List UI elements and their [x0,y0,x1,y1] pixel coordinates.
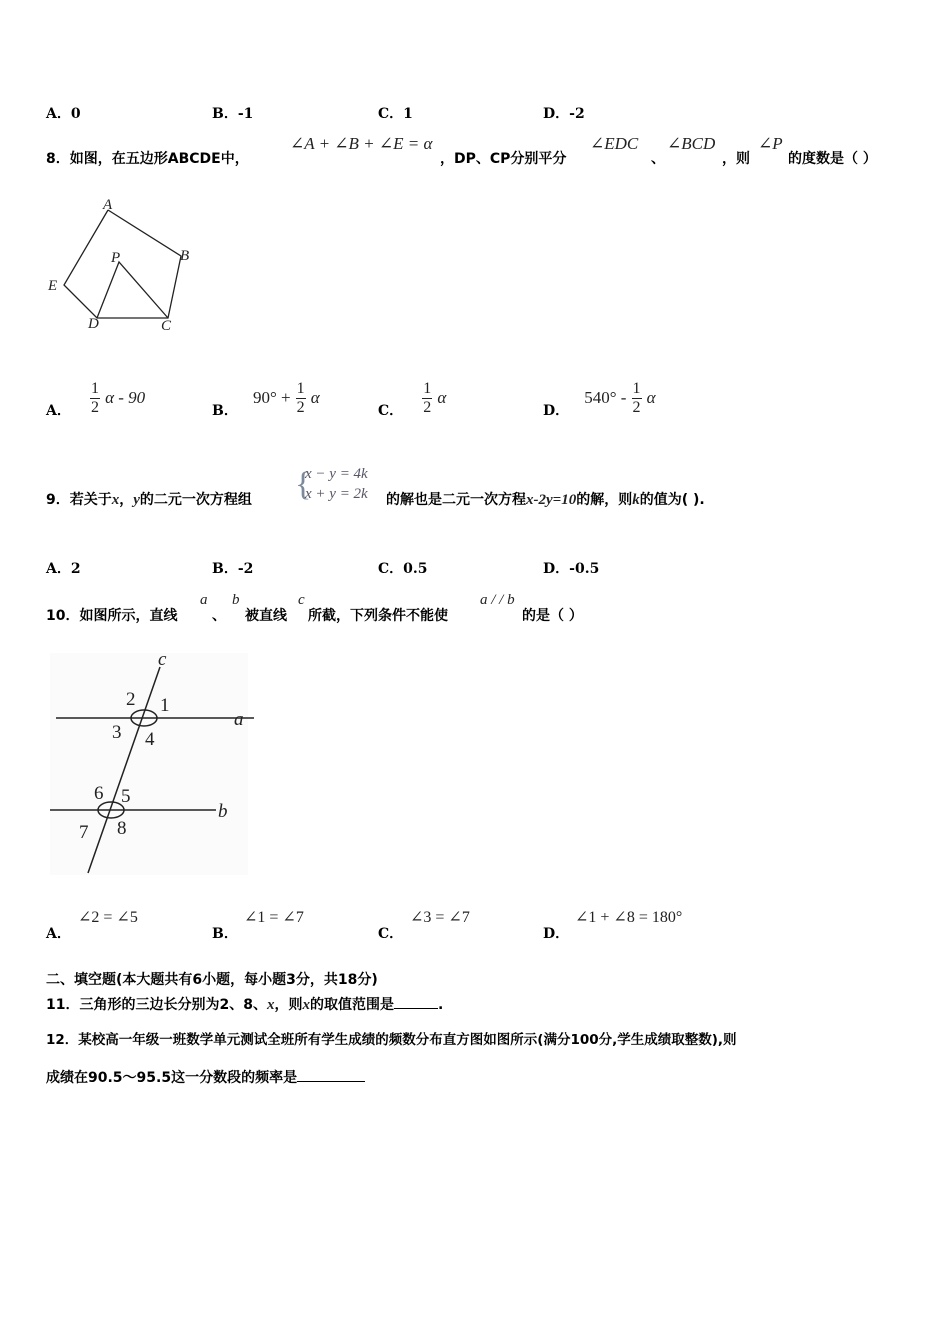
q9-equation-system: { x − y = 4k x + y = 2k [295,466,368,503]
q7-option-b: B．-1 [212,106,254,122]
q7-option-c: C．1 [378,106,413,122]
q8-stem-part4: 的度数是（ ） [788,151,877,167]
q10-option-c-label: C． [378,926,404,942]
q8-option-d: D． 540° - $\frac{1}{2}$ α [543,380,656,419]
angle-label-3: 3 [112,722,122,743]
q7-option-a: A．0 [46,106,81,122]
angle-label-4: 4 [145,729,155,750]
q8-angle-p: ∠P [758,134,783,153]
q7-option-d: D．-2 [543,106,585,122]
angle-label-5: 5 [121,786,131,807]
section-heading: 二、填空题(本大题共有6小题，每小题3分，共18分) [46,972,378,988]
q8-separator: 、 [651,151,665,167]
label-b: b [218,801,228,822]
q10-parallel-lines-figure [44,645,254,877]
q10-stem-part1: 10．如图所示，直线 [46,608,178,624]
q10-parallel-condition: a / / b [480,592,515,608]
q12-answer-blank[interactable] [297,1081,365,1082]
q10-option-c-value: ∠3 = ∠7 [410,909,470,926]
q9-equation-2: x + y = 2k [305,486,368,502]
angle-label-6: 6 [94,783,104,804]
q10-line-a: a [200,592,208,608]
q9-option-a: A．2 [46,561,81,577]
q9-equation-1: x − y = 4k [305,466,368,482]
q11-answer-blank[interactable] [394,1008,438,1009]
label-c: C [161,318,172,334]
q10-option-a-label: A． [46,926,71,942]
q11-stem: 11．三角形的三边长分别为2、8、x，则x的取值范围是 . [46,997,444,1013]
q8-option-c: C． $\frac{1}{2}$ α [378,380,447,419]
q8-stem-part1: 8．如图，在五边形ABCDE中， [46,151,249,167]
q10-option-a-value: ∠2 = ∠5 [78,909,138,926]
label-e: E [48,278,58,294]
q9-option-c: C．0.5 [378,561,428,577]
q10-separator: 、 [212,608,226,624]
q12-stem-line1: 12．某校高一年级一班数学单元测试全班所有学生成绩的频数分布直方图如图所示(满分100分,学生成绩取整数),则 [46,1032,737,1048]
label-p: P [111,250,121,266]
label-a: a [234,709,244,730]
q8-option-a: A． $\frac{1}{2}$ α - 90 [46,380,146,419]
q10-option-d-value: ∠1 + ∠8 = 180° [575,909,683,926]
q9-option-b: B．-2 [212,561,254,577]
label-d: D [88,316,99,332]
q10-option-b-label: B． [212,926,238,942]
q8-condition: ∠A + ∠B + ∠E = α [290,134,433,153]
q9-option-d: D．-0.5 [543,561,600,577]
q12-stem-line2: 成绩在90.5～95.5这一分数段的频率是 [46,1067,365,1087]
q8-stem-part3: ，则 [722,151,750,167]
q9-stem-part1: 9．若关于x，y的二元一次方程组 [46,492,252,508]
angle-label-2: 2 [126,689,136,710]
label-a: A [103,197,113,213]
label-c: c [158,649,167,670]
q8-pentagon-figure [40,192,210,337]
q10-option-b-value: ∠1 = ∠7 [244,909,304,926]
q8-option-b: B． 90° + $\frac{1}{2}$ α [212,380,320,419]
label-b: B [180,248,190,264]
angle-label-7: 7 [79,822,89,843]
q8-angle-bcd: ∠BCD [667,134,716,153]
q10-option-d-label: D． [543,926,570,942]
q9-stem-part2: 的解也是二元一次方程x-2y=10的解，则k的值为( ). [386,492,705,508]
q10-stem-part2: 被直线 [245,608,287,624]
q10-stem-part3: 所截，下列条件不能使 [308,608,448,624]
q10-stem-part4: 的是（ ） [522,608,583,624]
q10-line-b: b [232,592,240,608]
q8-angle-edc: ∠EDC [590,134,639,153]
angle-label-8: 8 [117,818,127,839]
angle-label-1: 1 [160,695,170,716]
q8-stem-part2: ，DP、CP分别平分 [440,151,567,167]
q10-line-c: c [298,592,305,608]
